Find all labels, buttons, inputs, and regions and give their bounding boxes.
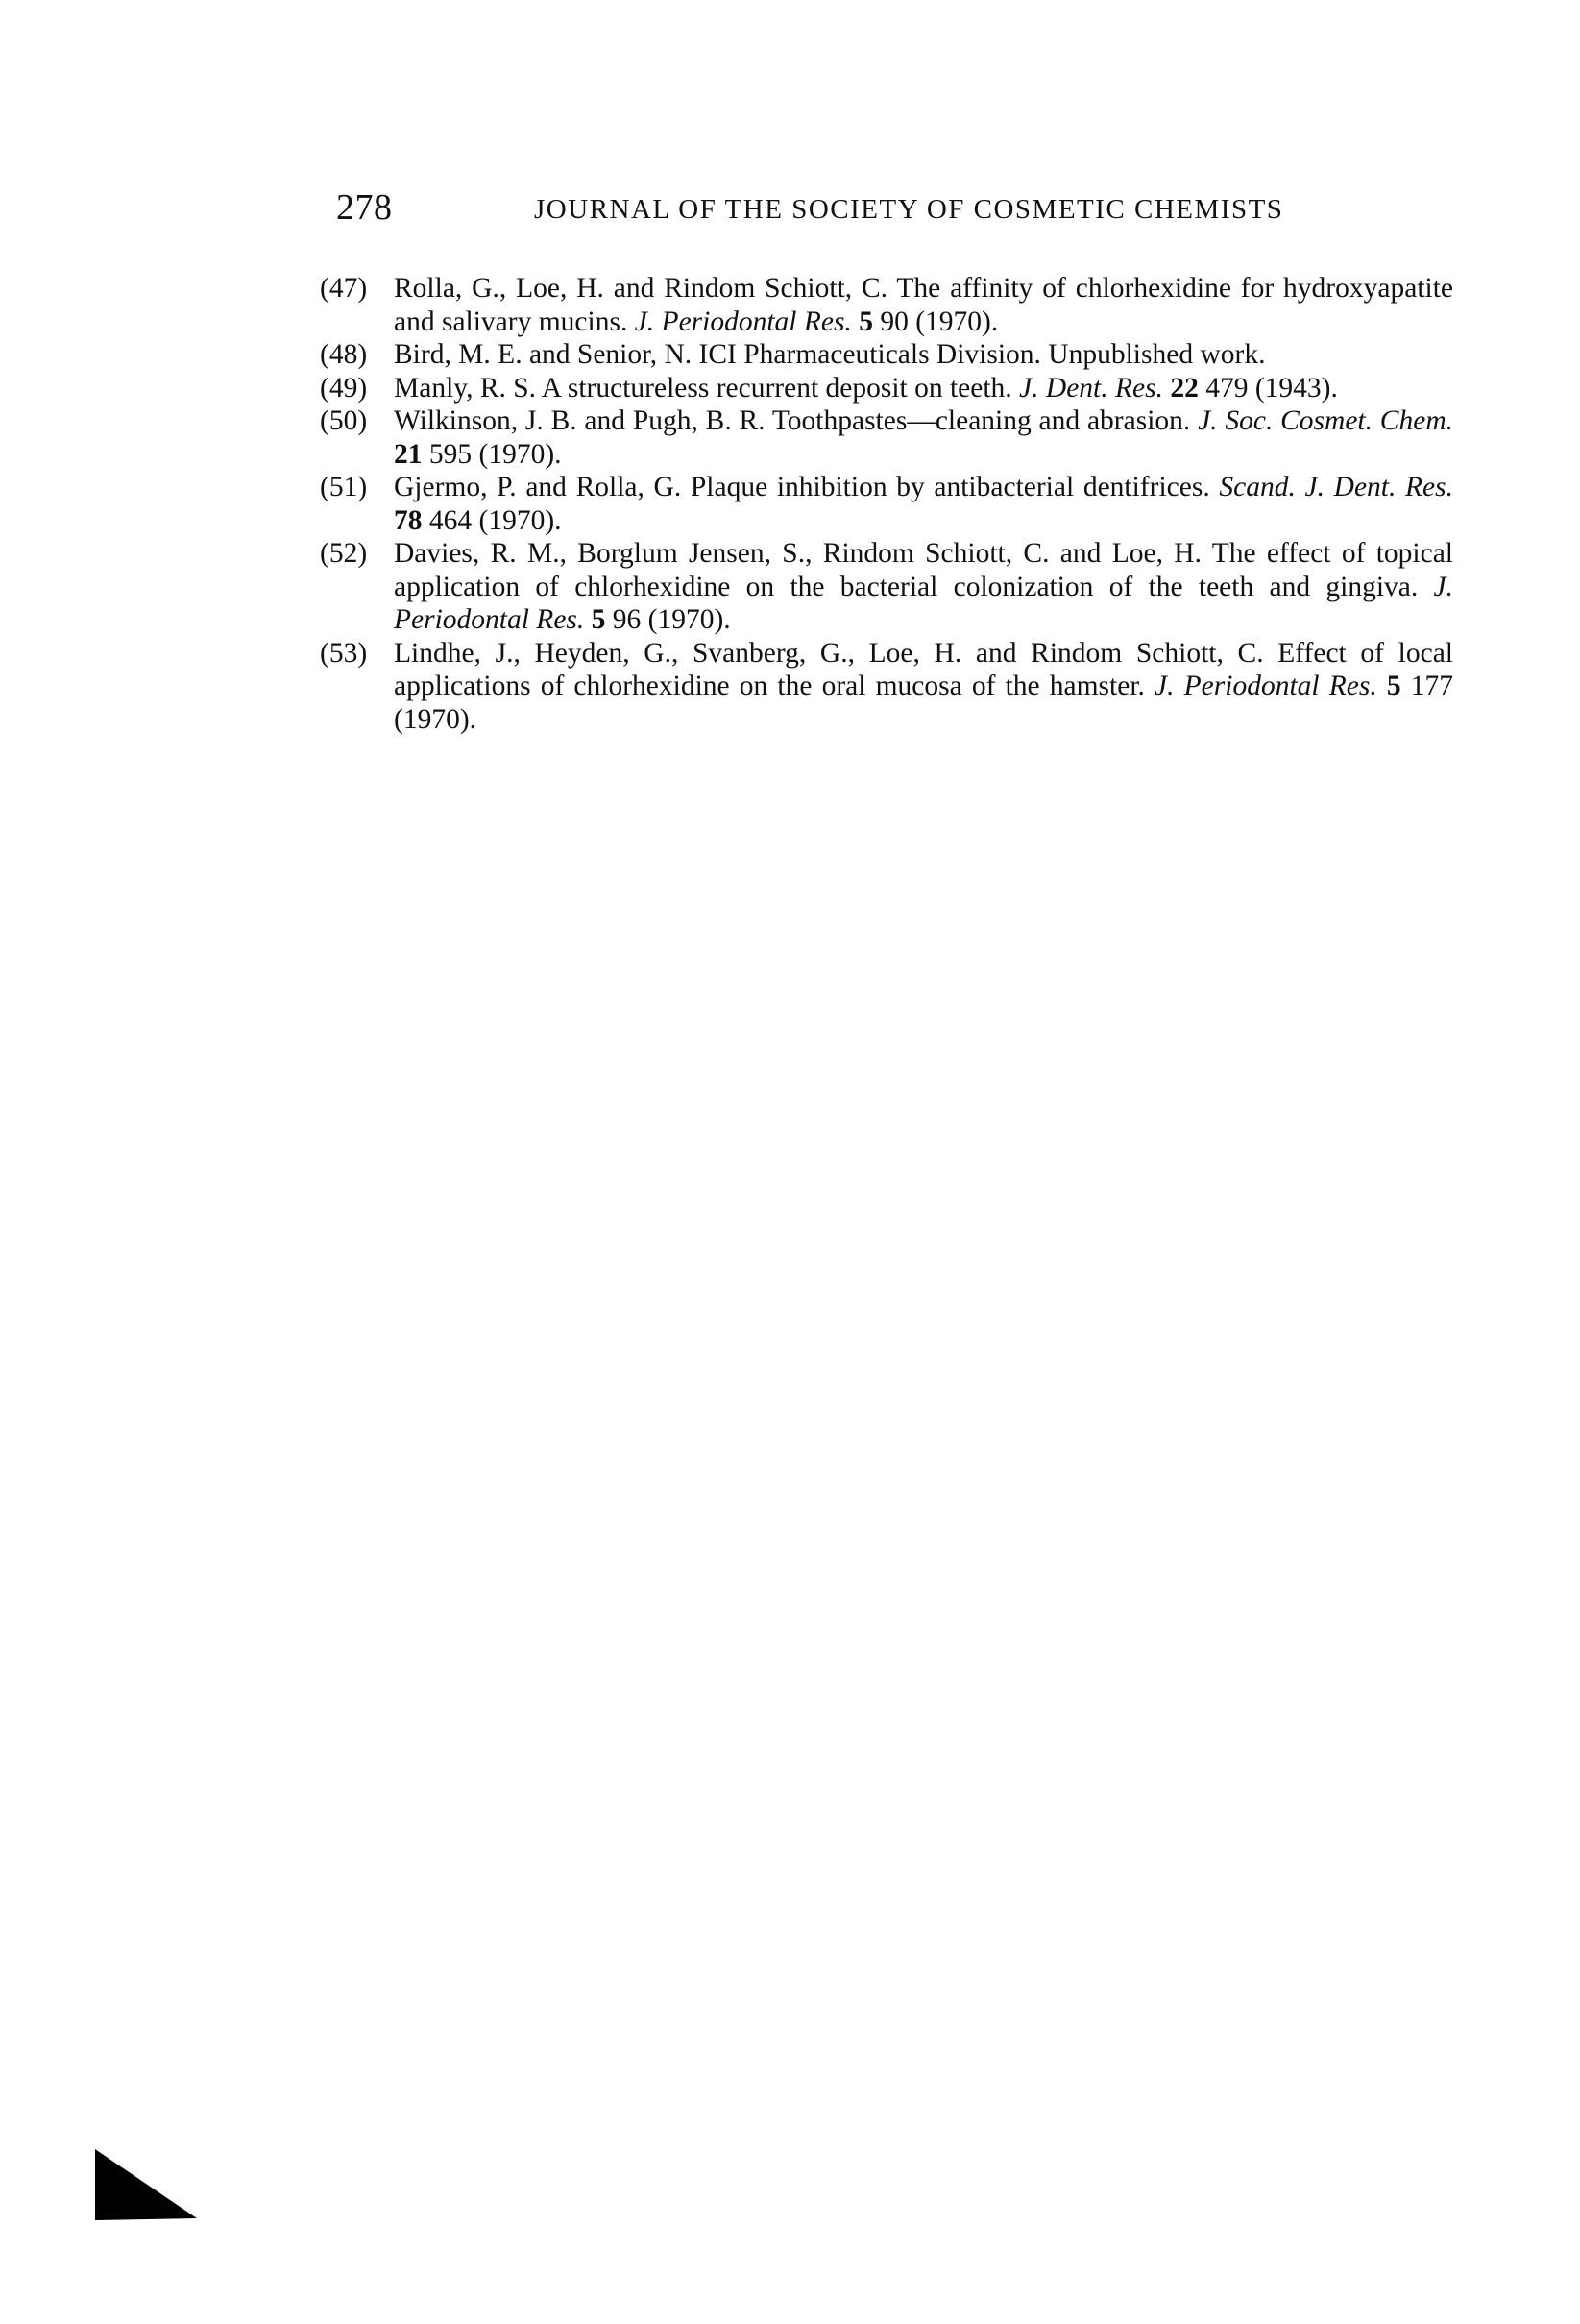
reference-segment: Manly, R. S. A structureless recurrent deposit on teeth. xyxy=(394,372,1020,404)
reference-text xyxy=(394,638,1453,735)
reference-segment: 177 (1970). xyxy=(394,671,1454,735)
journal-name: J. Dent. Res. xyxy=(1019,372,1163,404)
volume-number: 5 xyxy=(1386,671,1401,701)
reference-segment: 479 (1943). xyxy=(1198,372,1338,404)
journal-name: J. Periodontal Res. xyxy=(634,306,852,337)
page-number: 278 xyxy=(336,187,393,228)
reference-number: (49) xyxy=(320,372,368,404)
journal-name: Scand. J. Dent. Res. xyxy=(1219,472,1453,502)
journal-name: J. Soc. Cosmet. Chem. xyxy=(1198,405,1453,436)
volume-number: 5 xyxy=(859,306,873,337)
volume-number: 5 xyxy=(591,604,606,635)
reference-segment: Davies, R. M., Borglum Jensen, S., Rindom Schiott, C. and Loe, H. The effect of topical application of chlorhexidine on the bacterial colonization of the teeth and gingiva. xyxy=(394,538,1453,602)
reference-segment xyxy=(1377,671,1387,701)
reference-item xyxy=(320,272,1453,338)
reference-segment: Wilkinson, J. B. and Pugh, B. R. Toothpastes—cleaning and abrasion. xyxy=(394,405,1199,436)
reference-text xyxy=(394,373,1338,404)
journal-name: J. Periodontal Res. xyxy=(394,571,1453,635)
volume-number: 22 xyxy=(1170,372,1199,404)
journal-title: JOURNAL OF THE SOCIETY OF COSMETIC CHEMISTS xyxy=(534,194,1284,225)
reference-number: (50) xyxy=(320,405,368,436)
reference-segment: 595 (1970). xyxy=(422,438,562,470)
reference-text xyxy=(394,273,1453,337)
reference-text xyxy=(394,472,1453,536)
reference-list xyxy=(320,272,1453,736)
reference-number: (51) xyxy=(320,472,368,502)
reference-segment: 96 (1970). xyxy=(605,604,731,635)
reference-item xyxy=(320,338,1453,372)
arrow-triangle-icon xyxy=(93,2147,199,2222)
reference-segment: Gjermo, P. and Rolla, G. Plaque inhibition by antibacterial dentifrices. xyxy=(394,472,1220,502)
reference-item xyxy=(320,372,1453,405)
page-header xyxy=(336,186,1297,244)
reference-number: (47) xyxy=(320,273,368,304)
reference-item xyxy=(320,471,1453,537)
volume-number: 21 xyxy=(394,438,423,470)
reference-number: (52) xyxy=(320,538,368,569)
reference-number: (48) xyxy=(320,339,368,370)
reference-segment: Rolla, G., Loe, H. and Rindom Schiott, C. The affinity of chlorhexidine for hydroxyapatite and salivary mucins. xyxy=(394,273,1453,337)
reference-text xyxy=(394,405,1453,470)
volume-number: 78 xyxy=(394,504,423,536)
reference-item xyxy=(320,404,1453,471)
reference-text xyxy=(394,339,1265,370)
reference-segment: Lindhe, J., Heyden, G., Svanberg, G., Loe, H. and Rindom Schiott, C. Effect of local applications of chlorhexidine on the oral mucosa of the hamster. xyxy=(394,637,1453,701)
reference-segment xyxy=(584,604,591,635)
reference-segment: 90 (1970). xyxy=(872,306,999,337)
journal-name: J. Periodontal Res. xyxy=(1155,671,1377,701)
reference-text xyxy=(394,538,1453,635)
reference-item xyxy=(320,537,1453,637)
reference-segment: Bird, M. E. and Senior, N. ICI Pharmaceuticals Division. Unpublished work. xyxy=(394,339,1266,370)
reference-segment: 464 (1970). xyxy=(422,504,562,536)
reference-item xyxy=(320,637,1453,737)
reference-number: (53) xyxy=(320,637,368,669)
